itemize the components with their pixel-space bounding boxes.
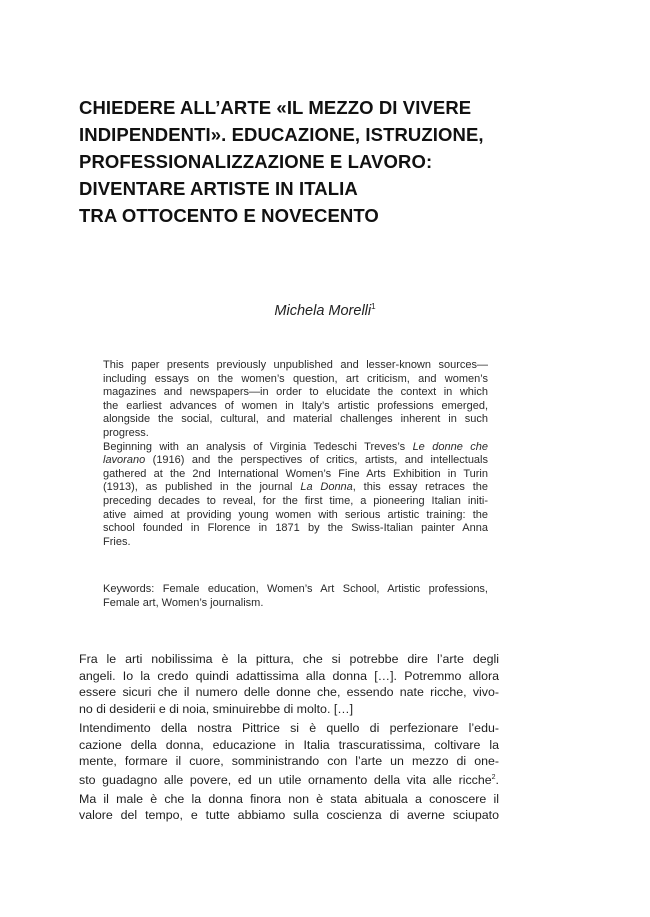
body-line: cazione della donna, educazione in Italia trascuratissima, coltivare la [79,737,499,752]
book-title: lavorano [103,454,146,467]
author-footnote-mark[interactable]: 1 [371,302,376,311]
abstract-line: preceding decades to reveal, for the first time, a pioneering Italian initi- [103,494,488,507]
author-line [0,302,650,319]
title-line: PROFESSIONALIZZAZIONE E LAVORO: [79,151,433,172]
keywords-line: Keywords: Female education, Women’s Art School, Artistic professions, [103,583,488,595]
abstract-line: school founded in Florence in 1871 by the Swiss-Italian painter Anna [103,522,488,535]
title-line: INDIPENDENTI». EDUCAZIONE, ISTRUZIONE, [79,124,484,145]
text-run: (1913), as published in the journal [103,481,301,494]
body-line: no di desiderii e di noia, sminuirebbe di molto. […] [79,702,354,717]
abstract-paragraph [103,441,488,550]
body-paragraph [79,720,499,789]
abstract-line: Fries. [103,535,131,548]
abstract-line: This paper presents previously unpublished and lesser-known sources— [103,359,488,371]
abstract-line: the earliest advances of women in Italy’s artistic professions emerged, [103,399,488,412]
title-line: DIVENTARE ARTISTE IN ITALIA [79,178,358,199]
title-line: CHIEDERE ALL’ARTE «IL MEZZO DI VIVERE [79,97,472,118]
body-line: angeli. Io la credo quindi adattissima alla donna […]. Potremmo allora [79,668,499,683]
text-run: Beginning with an analysis of Virginia Tedeschi Treves’s [103,440,413,453]
abstract-line [103,454,488,468]
body-footnote-mark[interactable]: 2 [491,773,496,781]
abstract-line [103,481,488,495]
abstract-line [103,441,488,455]
abstract-line: gathered at the 2nd International Women’s Fine Arts Exhibition in Turin [103,467,488,480]
title-line: TRA OTTOCENTO E NOVECENTO [79,205,379,226]
abstract-line: progress. [103,426,149,439]
body-line: mente, formare il cuore, somministrando con l’arte un mezzo di one- [79,754,499,769]
text-run: , this essay retraces the [352,481,488,494]
keywords [103,583,488,610]
abstract-line: alongside the social, cultural, and material challenges inherent in such [103,413,488,426]
text-run: (1916) and the perspectives of critics, artists, and intellectuals [145,454,488,467]
abstract-paragraph [103,359,488,441]
body-line: valore del tempo, e tutte abbiamo sulla coscienza di averne sciupato [79,808,499,823]
body-text [79,651,499,826]
body-line: Intendimento della nostra Pittrice si è quello di perfezionare l’edu- [79,720,499,735]
abstract [103,359,488,549]
abstract-line: including essays on the women’s question, art criticism, and women’s [103,372,488,385]
book-title: Le donne che [412,440,488,453]
body-line: essere sicuri che il numero delle donne che, essendo nate ricche, vivo- [79,685,499,700]
abstract-line: ative aimed at providing young women with serious artistic training: the [103,508,488,521]
author-name: Michela Morelli [274,302,372,319]
abstract-line: magazines and newspapers—in order to elucidate the context in which [103,386,488,399]
keywords-line: Female art, Women’s journalism. [103,596,264,609]
body-paragraph [79,791,499,824]
body-line: Fra le arti nobilissima è la pittura, che si potrebbe dire l’arte degli [79,652,499,666]
body-line: Ma il male è che la donna finora non è stata abituala a conoscere il [79,791,499,806]
text-run: sto guadagno alle povere, ed un utile ornamento della vita alle ricche [79,773,492,788]
body-line: sto guadagno alle povere, ed un utile ornamento della vita alle ricche$^2$. [79,773,499,788]
body-paragraph [79,651,499,718]
paper-title [79,94,599,229]
journal-title: La Donna [300,481,353,494]
